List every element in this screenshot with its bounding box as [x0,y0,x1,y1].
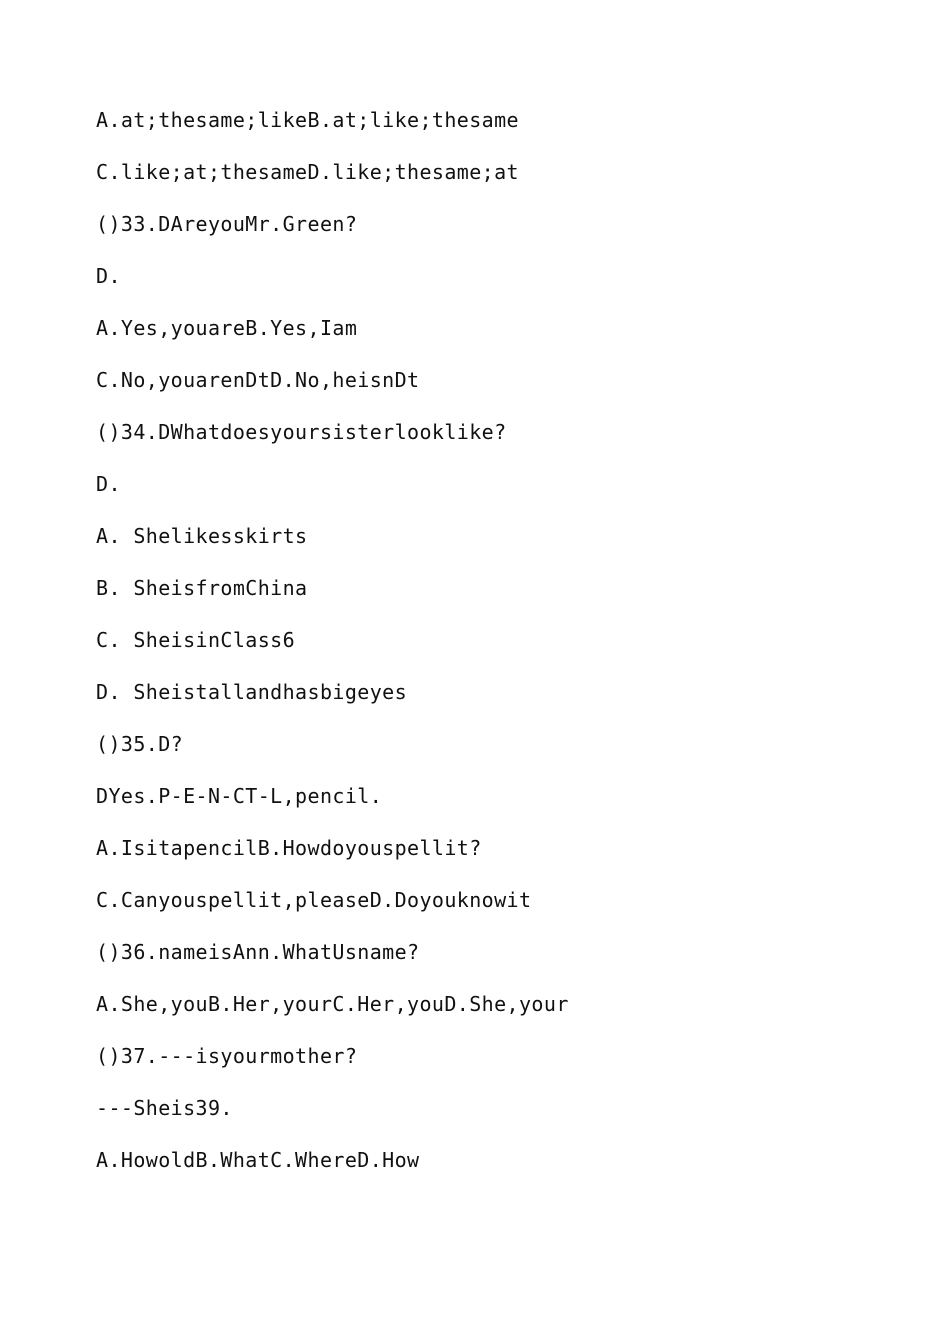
question-37: ()37.---isyourmother? [96,1044,358,1068]
answer-line-37: ---Sheis39. [96,1096,233,1120]
answer-line-35: DYes.P-E-N-CT-L,pencil. [96,784,383,808]
answer-line-34: D. [96,472,121,496]
option-q34-d: D. Sheistallandhasbigeyes [96,680,408,704]
option-q34-b: B. SheisfromChina [96,576,308,600]
option-q34-a: A. Shelikesskirts [96,524,308,548]
option-line-q32-cd: C.like;at;thesameD.like;thesame;at [96,160,519,184]
option-line-q36: A.She,youB.Her,yourC.Her,youD.She,your [96,992,569,1016]
option-line-q37: A.HowoldB.WhatC.WhereD.How [96,1148,420,1172]
option-line-q33-ab: A.Yes,youareB.Yes,Iam [96,316,358,340]
option-line-q33-cd: C.No,youarenDtD.No,heisnDt [96,368,420,392]
option-line-q35-ab: A.IsitapencilB.Howdoyouspellit? [96,836,482,860]
question-36: ()36.nameisAnn.WhatUsname? [96,940,420,964]
option-line-q32-ab: A.at;thesame;likeB.at;like;thesame [96,108,519,132]
option-q34-c: C. SheisinClass6 [96,628,296,652]
question-34: ()34.DWhatdoesyoursisterlooklike? [96,420,507,444]
question-33: ()33.DAreyouMr.Green? [96,212,358,236]
answer-line-33: D. [96,264,121,288]
question-35: ()35.D? [96,732,184,756]
option-line-q35-cd: C.Canyouspellit,pleaseD.Doyouknowit [96,888,532,912]
